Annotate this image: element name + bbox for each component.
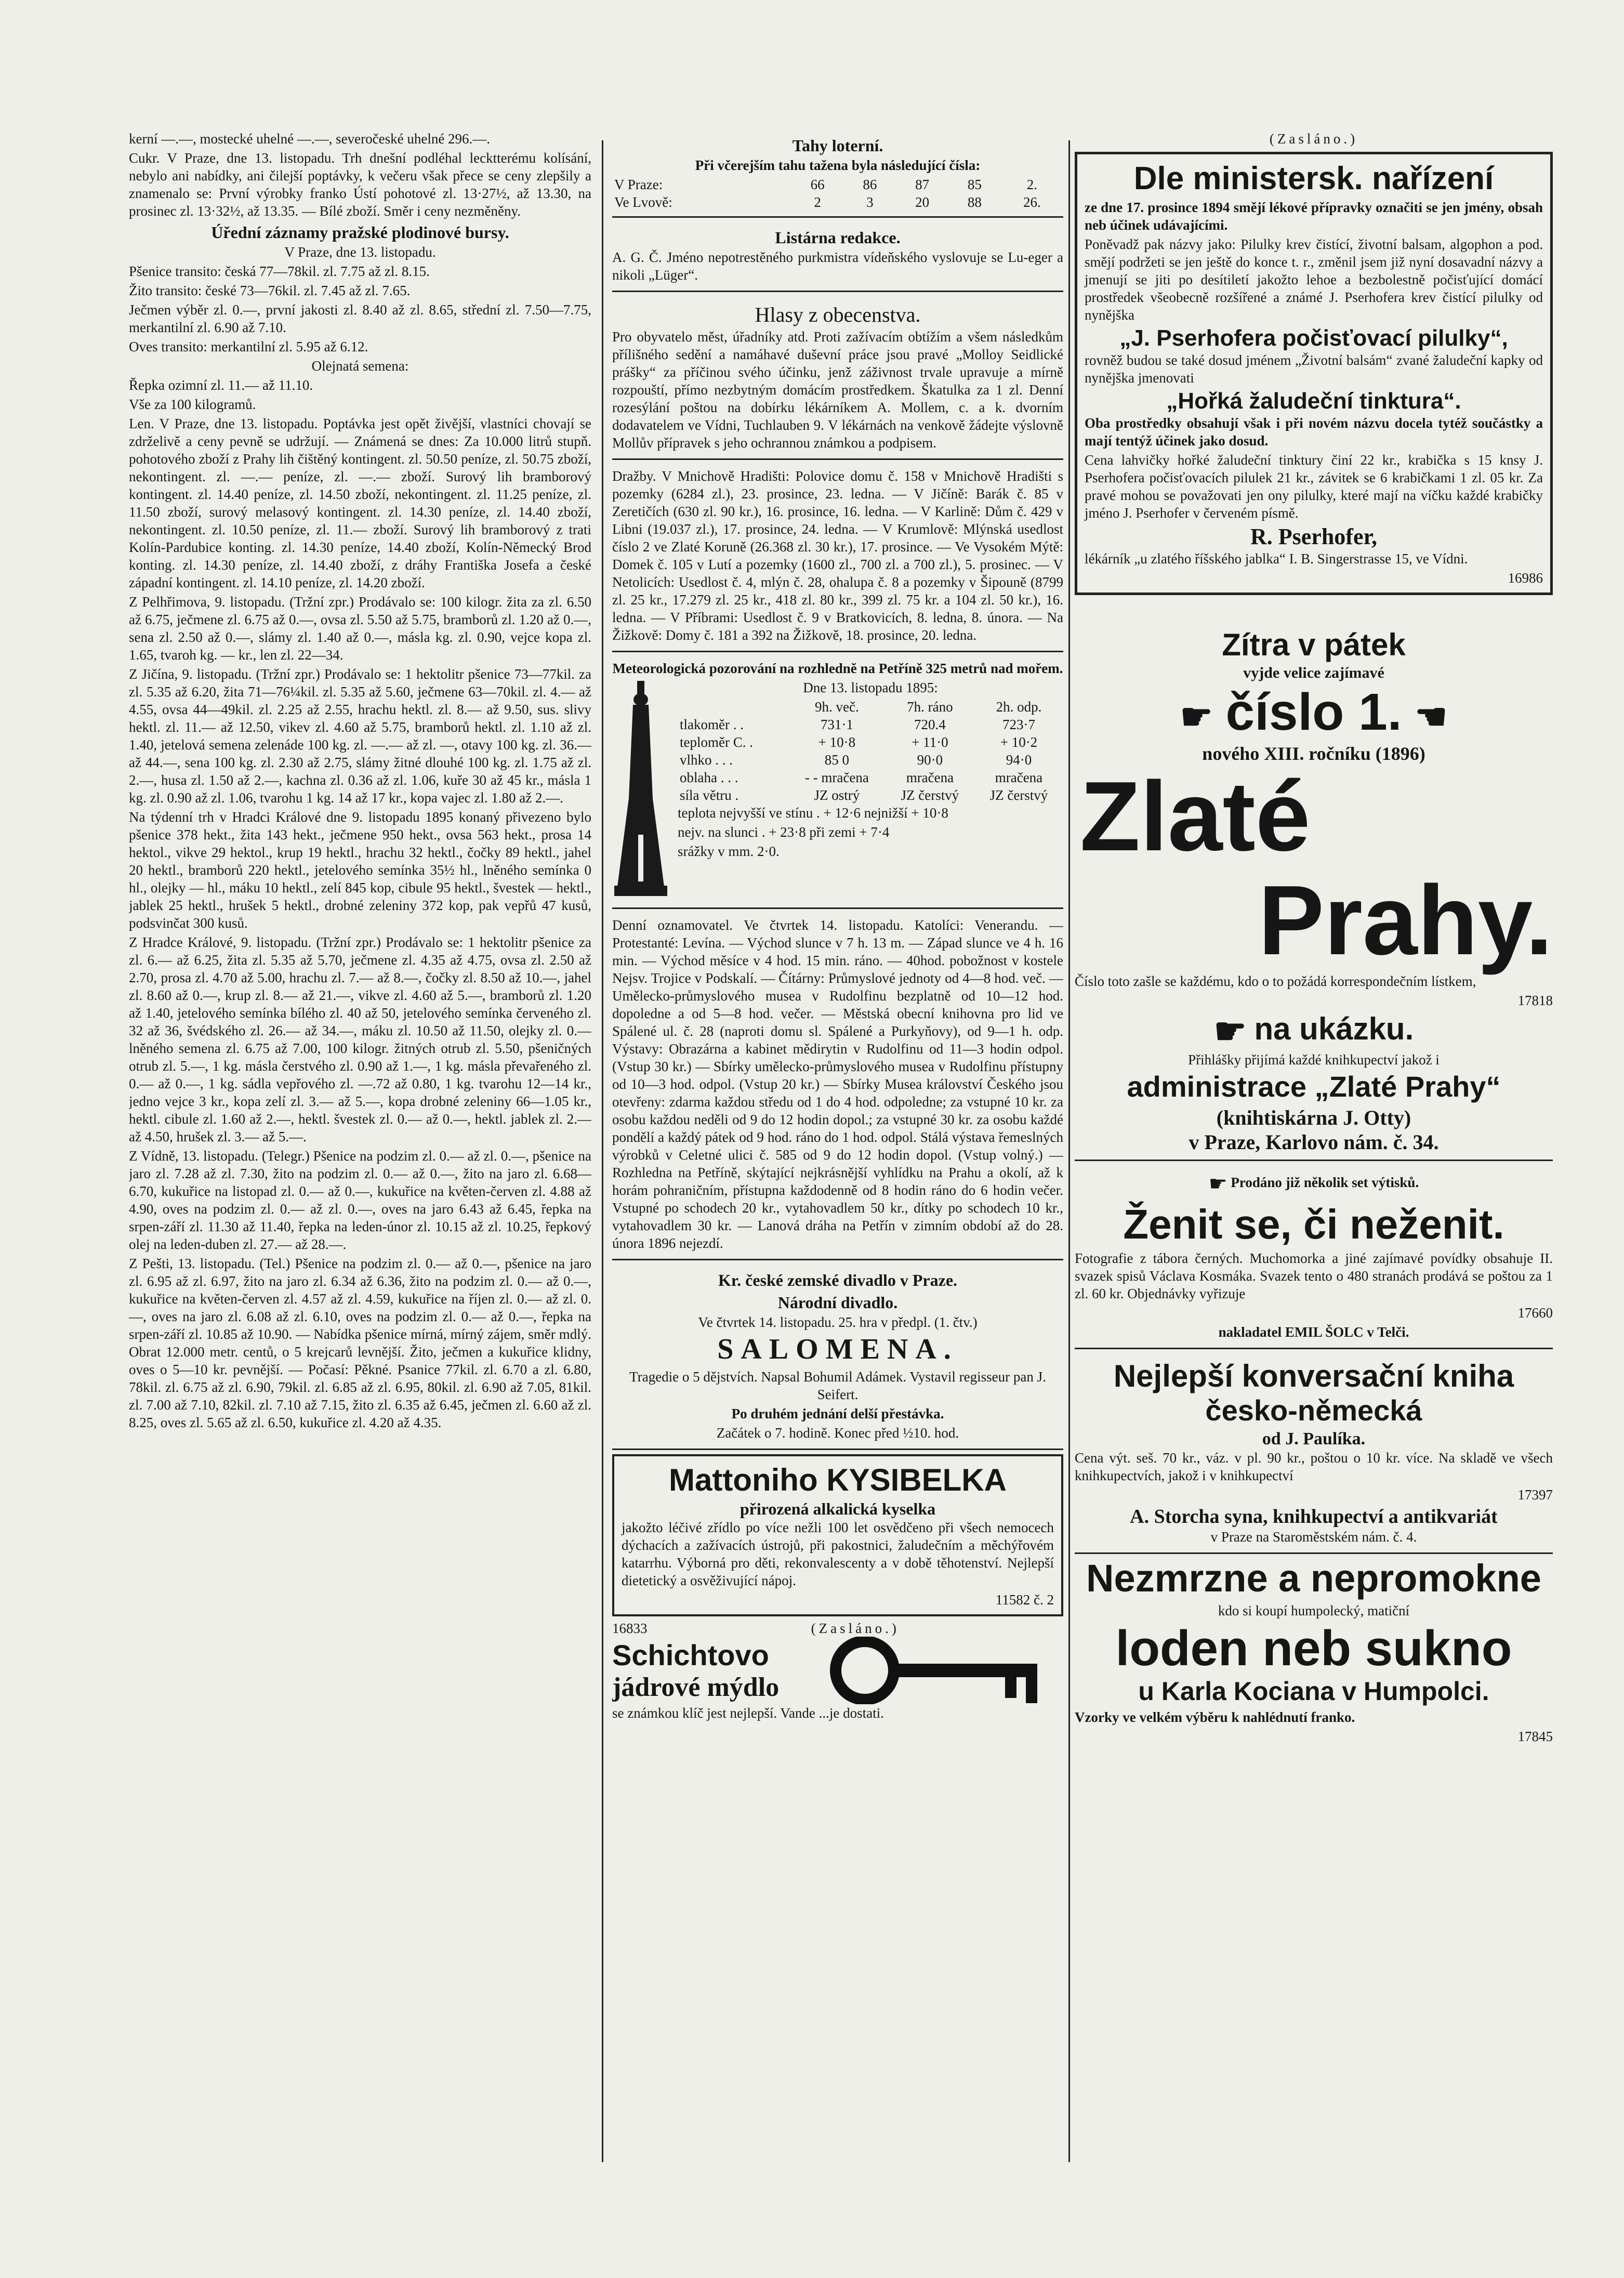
zp-orders: Přihlášky přijímá každé knihkupectví jakož i [1188,1052,1440,1068]
meteo-extra: nejv. na slunci . + 23·8 při zemi + 7·4 [678,824,890,840]
auctions-text: Dražby. V Mnichově Hradišti: Polovice domu č. 158 v Mnichově Hradišti s pozemky (6284 zl.), 23. prosince, 23. ledna. — V Jičíně: Barák č. 85 v Zeretičích (630 zl. 90 kr.), 16. prosince, 16. ledna. — V Karlině: Dům č. 429 v Libni (19.037 zl.), 17. prosince, 24. ledna. — V Krumlově: Mlýnská usedlost číslo 2 ve Zlaté Koruně (26.368 zl. 30 kr.), 17. prosince. — Ve Vysokém Mýtě: Domek č. 105 v Lutí a pozemky (1600 zl., 700 zl. a 700 zl.), 5. prosinec. — V Netolicích: Usedlost č. 4, mlýn č. 28, ohalupa č. 8 a pozemky v Šipouně (8799 zl. 25 kr., 17.279 zl. 25 kr., 418 zl. 80 kr., 399 zl. 75 kr. a 104 zl. 50 kr.), 16. ledna. — V Příbrami: Usedlost č. 9 v Bratkovicích, 8. ledna, 8. února. — Na Žižkově: Domy č. 181 a 392 na Žižkově, 18. prosince, 20. ledna. [612,468,1063,643]
lottery-heading: Tahy loterní. [792,136,883,155]
loden-advert [1075,1558,1553,1745]
advert-code: 17397 [1517,1486,1553,1503]
exchange-line: V Praze, dne 13. listopadu. [284,244,436,260]
daily-notices-text: Denní oznamovatel. Ve čtvrtek 14. listopadu. Katolíci: Venerandu. — Protestanté: Levína. — Východ slunce v 7 h. 13 m. — Západ slunce ve 4 h. 16 min. — Východ měsíce v 4 hod. 15 min. ráno. — 40hod. pobožnost v kostele Nejsv. Trojice v Podskalí. — Čítárny: Průmyslové jednoty od 4—8 hod. več. — Umělecko-průmyslového musea v Rudolfinu bezplatně od 10—12 hod. dopoledne a od 5—8 hod. večer. — Městská obecní knihovna pro lid ve Spálené ul. č. 28 (naproti domu sl. Spálené a Purkyňovy), od 9—1 h. odp. Výstavy: Obrazárna a kabinet mědirytin v Rudolfinu od 11—3 hodin odpol. (Vstup 30 kr.) — Sbírky umělecko-průmyslového musea v Rudolfinu přístupny od 10—3 hod. odpol. (Vstup 20 kr.) — Sbírky Musea království Českého jsou otevřeny: zdarma každou středu od 1 do 4 hod. odpoledne; za vstupné 10 kr. za osobu každou neděli od 9 do 12 hodin dopol.; za vstupné 30 kr. za osobu každé pondělí a každý pátek od 9 hod. ráno do 1 hod. odpol. Stálá výstava řemeslných výrobků v Celetné ulici č. 585 od 9 do 12 hodin dopol. (Vstup volný.) — Rozhledna na Petříně, skýtající nejkrásnější vyhlídku na Prahu a okolí, až k horám pohraničním, přístupna každodenně od 8 hodin ráno do 6 hodin večer. Vstupné po schodech 20 kr., vytahovadlem 50 kr., dítky po schodech 10 kr., vytahovadlem 30 kr. — Lanová dráha na Petřín v zimním období až do 28. února 1896 nejezdí. [612,917,1063,1251]
pserhofer-advert [1075,152,1553,595]
advert-code: 17818 [1517,993,1553,1009]
theatre-play-title: SALOMENA. [717,1333,958,1365]
zp-headline: Zítra v pátek [1222,627,1406,663]
exchange-line: Olejnatá semena: [311,358,409,374]
column-news [612,130,1063,2183]
zenit-title: Ženit se, či neženit. [1123,1201,1504,1248]
meteo-label: vlhko . . . [680,752,733,768]
advert-code: 16986 [1508,570,1543,586]
meteo-label: oblaha . . . [680,770,738,785]
editorial-letters-section [612,222,1063,292]
lottery-number: 86 [863,177,877,192]
meteo-value: - - mračena [804,770,869,785]
theatre-note: Po druhém jednání delší přestávka. [731,1405,944,1421]
lottery-number: 2. [1026,177,1037,192]
meteo-table [678,698,1063,804]
exchange-line: Vše za 100 kilogramů. [129,397,256,412]
market-pelhrimov-text: Z Pelhřimova, 9. listopadu. (Tržní zpr.) Prodávalo se: 100 kilogr. žita za zl. 6.50 až 6.75, ječmene zl. 6.75 až 0.—, ovsa zl. 5.50 až 5.75, bramborů zl. 1.20 až 0.—, sena zl. 2.50 až 0.—, slámy zl. 1.40 až 0.—, másla kg. zl. 0.90, vejce kopa zl. 1.65, tvaroh kg. — kr., len zl. 22—34. [129,594,591,663]
market-coal-text: kerní —.—, mostecké uhelné —.—, severočeské uhelné 296.—. [129,131,491,147]
public-voices-text: Pro obyvatelo měst, úřadníky atd. Proti zažívacím obtížím a všem následkům přílišného sedění a namáhavé duševní práce jsou pravé „Molloy Seidlické prášky“ za příčinou svého účinku, jenž záživnost trvale upravuje a mírně rozpouští, přímo nezbytným domácím prostředkem. Škatulka za 1 zl. Denní rozesýlání poštou na dobírku lékárníkem A. Mollem, c. a k. dvorním dodavatelem ve Vídni, Tuchlauben 9. V lékárnách na venkově žádejte výslovně Mollův přípravek s jeho ochrannou známkou a podpisem. [612,329,1063,451]
dictionary-title: Nejlepší konversační kniha [1113,1359,1514,1394]
zenit-text: Fotografie z tábora černých. Muchomorka a jiné zajímavé povídky obsahuje II. svazek spisů Václava Kosmáka. Svazek tento o 480 stranách prodává se poštou za 1 zl. 60 kr. Objednávky vyřizuje [1075,1250,1553,1302]
public-voices-heading: Hlasy z obecenstva. [755,303,921,326]
exchange-line: Oves transito: merkantilní zl. 5.95 až 6.12. [129,339,368,354]
pserhofer-brand: „J. Pserhofera počisťovací pilulky“, [1119,325,1508,351]
loden-samples: Vzorky ve velkém výběru k nahlédnutí franko. [1075,1709,1355,1725]
pointing-hand-icon: ☛ [1213,1012,1247,1052]
theatre-date: Ve čtvrtek 14. listopadu. 25. hra v předpl. (1. čtv.) [698,1314,978,1330]
mattoni-advert [612,1454,1063,1616]
pserhofer-text: Poněvadž pak názvy jako: Pilulky krev čistící, životní balsam, algophon a pod. smějí podržeti se jen ještě do konce t. r., změnil jsem již nyní dosavadní názvy a jmenují se jiti po desítiletí jakožto lehoe a bezbolestně počisťující domácí prostředek všeobecně rozšířené a známé J. Pserhofera krev čistící pilulky od nynějška [1085,236,1543,323]
column-adverts [1075,130,1553,2183]
mattoni-text: jakožto léčivé zřídlo po více nežli 100 let osvědčeno při všech nemocech dýchacích a zažívacích ústrojů, při pakostnici, žaludečním a měchýřovém katarrhu. Výborná pro děti, rekonvalescenty a v době těhotenství. Nejlepší dietetický a osvěživující nápoj. [622,1519,1054,1588]
editorial-letters-heading: Listárna redakce. [775,228,901,247]
zp-title-prahy: Prahy. [1258,865,1553,976]
lottery-subtitle: Při včerejším tahu tažena byla následující čísla: [695,157,981,173]
meteo-value: mračena [995,770,1043,785]
zlata-praha-advert [1075,599,1553,1161]
mattoni-code: 11582 č. 2 [995,1591,1054,1608]
exchange-records-heading: Úřední záznamy pražské plodinové bursy. [211,223,509,242]
market-spirit-text: Len. V Praze, dne 13. listopadu. Poptávka jest opět živější, vlastníci chovají se zdrželivě a ceny pevně se udržují. — Známená se dnes: Za 10.000 litrů stupň. pohotového zboží z Prahy lih čištěný kontingent. zl. 50.50 peníze, zl. 50.75 zboží, nekontingent. zl. —.— peníze, zl. —.— zboží. Surový lih bramborový kontingent. zl. 14.40 peníze, zl. 14.50 zboží, nekontingent. zl. 11.25 peníze, zl. 11.50 zboží, surový melasový kontingent. zl. 14.30 peníze, zl. 14.40 zboží, nekontingent. zl. 10.50 peníze, zl. 11.— zboží. Surový lih bramborový z trati Kolín-Pardubice konting. zl. 14.30 peníze, 14.40 zboží, Kolín-Německý Brod konting. zl. 14.30 peníze, zl. 14.40 zboží, z dráhy Františka Josefa a české západní kontingent. zl. 14.10 peníze, zl. 14.20 zboží. [129,416,591,590]
meteo-date: Dne 13. listopadu 1895: [803,680,938,695]
theatre-subheading: Národní divadlo. [777,1293,898,1312]
exchange-line: Ječmen výběr zl. 0.—, první jakosti zl. 8.40 až zl. 8.65, střední zl. 7.50—7.75, merkantilní zl. 6.90 až 7.10. [129,302,591,335]
market-pest-text: Z Pešti, 13. listopadu. (Tel.) Pšenice na podzim zl. 0.— až 0.—, pšenice na jaro zl. 6.95 až zl. 6.97, žito na jaro zl. 6.34 až 6.36, žito na podzim zl. 0.— až 0.—, kukuřice na květen-červen zl. 4.57 až zl. 4.59, kukuřice na říjen zl. 0.— až zl. 0.—, oves na jaro zl. 6.08 až zl. 6.10, oves na podzim zl. 0.— až 0.—, řepka na srpen-září zl. 10.85 až 10.90. — Nabídka pšenice mírná, mírný zájem, směr mdlý. Obrat 12.000 metr. centů, o 5 krejcarů levnější. Žito, ječmen a kukuřice klidny, oves o 5—10 kr. pevnější. — Počasí: Pěkné. Psanice 77kil. zl. 6.70 a zl. 6.80, 78kil. zl. 6.75 až zl. 6.90, 79kil. zl. 6.85 až zl. 6.95, 80kil. zl. 6.90 až 7.05, 81kil. zl. 7.00 až 7.10, 82kil. zl. 7.10 až 7.15, žito zl. 6.35 až 6.45, ječmen zl. 6.60 až zl. 8.25, oves zl. 5.65 až zl. 6.50, kukuřice zl. 4.20 až 4.35. [129,1256,591,1430]
meteo-value: JZ ostrý [814,787,860,803]
exchange-line: Žito transito: české 73—76kil. zl. 7.45 až zl. 7.65. [129,283,411,298]
zp-subline: vyjde velice zajímavé [1243,664,1384,682]
column-market-reports [129,130,591,2183]
meteo-value: + 10·8 [818,734,856,750]
table-row [678,751,1063,769]
loden-text: kdo si koupí humpolecký, matiční [1218,1602,1410,1618]
lottery-number: 85 [967,177,982,192]
meteo-label: síla větru . [680,787,739,803]
dictionary-subtitle: česko-německá [1205,1394,1422,1427]
table-row [678,716,1063,733]
lottery-city: V Praze: [614,177,663,192]
auctions-section [612,464,1063,652]
zp-volume: nového XIII. ročníku (1896) [1202,743,1425,765]
zenit-publisher: nakladatel EMIL ŠOLC v Telči. [1218,1324,1409,1340]
zaslano-label: (Zasláno.) [1269,131,1358,147]
table-row [678,769,1063,786]
meteo-value: 723·7 [1002,717,1035,732]
pserhofer-text: rovněž budou se také dosud jménem „Životní balsám“ zvané žaludeční kapky od nynějška jmenovati [1085,352,1543,386]
pserhofer-signature: R. Pserhofer, [1250,524,1377,550]
mattoni-subtitle: přirozená alkalická kyselka [740,1499,936,1518]
advert-code: 16833 [612,1620,648,1636]
zp-address: v Praze, Karlovo nám. č. 34. [1189,1130,1439,1154]
lottery-number: 66 [810,177,825,192]
zp-text: Číslo toto zašle se každému, kdo o to požádá korrespondečním lístkem, [1075,973,1476,990]
theatre-section [612,1265,1063,1450]
pserhofer-text: Cena lahvičky hořké žaludeční tinktury činí 22 kr., krabička s 15 knsy J. Pserhofera počisťovacích pilulek 21 kr., závitek se 6 krabičkami 1 zl. 05 kr. Za pravé mohou se považovati jen ony pilulky, které mají na víčku každé krabičky jméno J. Pserhofer v červeném písmě. [1085,452,1543,521]
meteo-value: 90·0 [917,752,943,768]
theatre-description: Tragedie o 5 dějstvích. Napsal Bohumil Adámek. Vystavil regisseur pan J. Seifert. [629,1368,1046,1402]
daily-notices-section [612,913,1063,1260]
meteo-label: tlakoměr . . [680,717,744,732]
meteo-col-head: 9h. več. [815,699,859,715]
dictionary-author: od J. Paulíka. [1262,1429,1366,1449]
meteo-col-head: 7h. ráno [907,699,953,715]
zenit-sold: Prodáno již několik set výtisků. [1231,1175,1419,1191]
pointing-hand-icon: ☛ [1208,1172,1227,1196]
meteo-value: + 11·0 [912,734,948,750]
pointing-hand-icon: ☚ [1415,697,1448,738]
market-jicin-text: Z Jičína, 9. listopadu. (Tržní zpr.) Prodávalo se: 1 hektolitr pšenice 73—77kil. za zl. 5.35 až 6.20, žita 71—76¼kil. zl. 5.35 až 5.60, ječmene 63—70kil. zl. 4.— až 4.55, ovsa 44—49kil. zl. 2.25 až 2.55, hrachu hektl. zl. 8.— až 9.50, sus. slivy hektl. zl. 11.— až 12.50, vikev zl. 4.60 až 5.75, bramborů hektl. zl. 1.10 až zl. 1.40, jetelová semena zelenáde 100 kg. zl. —.— až zl. —, otavy 100 kg. zl. 36.— až 44.—, sena 100 kg. zl. 2.30 až 2.75, slámy žitné dlouhé 100 kg. zl. 1.75 až zl. 2.—, husa zl. 1.50 až 2.—, kachna zl. 0.36 až zl. 1.06, kuře 30 až 45 kr., másla 1 kg. zl. 0.90 až zl. 1.06, tvarohu 1 kg. 14 až 17 kr., kopa vajec zl. 1.80 až 2.—. [129,666,591,806]
dictionary-address: v Praze na Staroměstském nám. č. 4. [1210,1529,1417,1545]
meteo-value: JZ čerstvý [989,787,1048,803]
market-hradec-weekly-text: Na týdenní trh v Hradci Králové dne 9. listopadu 1895 konaný přivezeno bylo pšenice 378 hekt., žita 143 hekt., ječmene 950 hekt., ovsa 563 hekt., prosa 14 hektol., vikve 29 hektol., krup 19 hektl., hrachu 32 hektl., čočky 89 hektl., jahel 20 hektl., bramborů 220 hektl., jetelového semínka 35½ hl., lněného semínka 0 hl., olejky — hl., máku 10 hektl., zelí 845 kop, cibule 95 hektl., švestek — hektl., jablek 25 hektl., hrušek 5 hektl., drobné zeleniny 372 kop, pak vepřů 47 kusů, podsvinčat 300 kusů. [129,809,591,931]
zp-sample: na ukázku. [1254,1011,1414,1047]
zp-issue: číslo 1. [1225,683,1402,742]
meteo-extra: teplota nejvyšší ve stínu . + 12·6 nejnižší + 10·8 [678,805,948,821]
meteo-value: mračena [906,770,954,785]
theatre-time: Začátek o 7. hodině. Konec před ½10. hod. [716,1425,959,1441]
theatre-heading: Kr. české zemské divadlo v Praze. [718,1271,958,1289]
meteo-value: JZ čerstvý [901,787,959,803]
schichtovo-text: se známkou klíč jest nejlepší. Vande ...je dostati. [612,1705,884,1721]
table-row [678,698,1063,716]
market-hradec-text: Z Hradce Králové, 9. listopadu. (Tržní zpr.) Prodávalo se: 1 hektolitr pšenice za zl. 6.— až 6.25, žita zl. 5.35 až 5.70, ječmene zl. 4.35 až 4.75, ovsa zl. 2.50 až 2.70, prosa zl. 4.70 až 5.00, hrachu zl. 7.— až 8.—, čočky zl. 8.50 až 10.—, jahel zl. 8.60 až 0.—, krup zl. 8.— až 21.—, vikve zl. 4.60 až 5.—, bramborů zl. 1.20 až 1.40, jetelového semínka bílého zl. 40 až 50, jetelového semínka červeného zl. 32 až 36, švédského zl. 26.— až 34.—, máku zl. 10.50 až 11.50, olejky zl. 0.— lněného semena zl. 6.75 až 7.00, 100 kilogr. žitných otrub zl. 5.50, pšeničných otrub zl. 5.—, 1 kg. másla čerstvého zl. 0.90 až 1.—, 1 kg. másla převařeného zl. 0.— až 0.—, 1 kg. sádla vepřového zl. —.72 až 0.80, 1 kg. tvarohu 12—14 kr., jedno vejce 3 kr., kopa zelí zl. 3.— až 5.—, kopa drobné zeleniny 66—1.05 kr., hektl. cibule zl. 1.60 až 2.—, hektl. švestek zl. 0.— až 0.—, hektl. jablek zl. 2.— až 4.50, hrušek zl. 3.— až 5.—. [129,934,591,1144]
advert-code: 17845 [1517,1728,1553,1744]
lottery-city: Ve Lvově: [614,194,672,210]
lottery-number: 26. [1023,194,1041,210]
lottery-number: 3 [866,194,874,210]
lottery-number: 87 [915,177,930,192]
petrin-tower-icon [612,679,669,902]
schichtovo-title: Schichtovo [612,1638,769,1671]
meteo-value: 94·0 [1006,752,1032,768]
table-row [612,193,1063,211]
lottery-number: 88 [967,194,982,210]
dictionary-advert [1075,1353,1553,1554]
advert-code: 17660 [1517,1305,1553,1321]
column-rule [602,140,603,2162]
meteo-value: 85 0 [824,752,849,768]
meteo-col-head: 2h. odp. [996,699,1042,715]
meteo-heading: Meteorologická pozorování na rozhledně na Petříně 325 metrů nad mořem. [612,661,1063,676]
dictionary-text: Cena výt. seš. 70 kr., váz. v pl. 90 kr., poštou o 10 kr. více. Na skladě ve všech knihkupectvích, jakož i v knihkupectví [1075,1450,1553,1483]
loden-seller: u Karla Kociana v Humpolci. [1138,1677,1489,1706]
schichtovo-advert [612,1621,1063,1722]
table-row [678,733,1063,751]
meteo-value: 731·1 [820,717,853,732]
pserhofer-brand: „Hořká žaludeční tinktura“. [1166,388,1461,414]
table-row [678,786,1063,804]
lottery-section [612,130,1063,218]
market-sugar-text: Cukr. V Praze, dne 13. listopadu. Trh dnešní podléhal lecktterému kolísání, nebylo ani nabídky, ani čilejší poptávky, k večeru však přece se ceny zlepšily a znamenalo se: První výrobky franko Ústí pohotové zl. 13·27½, až 13.30, na prosinec zl. 13·32½, až 13.35. — Bílé zboží. Směr i ceny nezměněny. [129,150,591,219]
meteo-value: + 10·2 [1000,734,1038,750]
pointing-hand-icon: ☛ [1180,697,1213,738]
public-voices-section [612,296,1063,460]
lottery-table [612,176,1063,211]
pserhofer-address: lékárník „u zlatého říšského jablka“ I. B. Singerstrasse 15, ve Vídni. [1085,551,1468,567]
zaslano-label: (Zasláno.) [811,1620,900,1636]
table-row [612,176,1063,193]
market-vienna-text: Z Vídně, 13. listopadu. (Telegr.) Pšenice na podzim zl. 0.— až zl. 0.—, pšenice na jaro zl. 7.28 až zl. 7.30, žito na podzim zl. 0.— až 0.—, žito na jaro zl. 6.68—6.70, kukuřice na listopad zl. 0.— až 0.—, kukuřice na květen-červen zl. 4.88 až 4.90, oves na podzim zl. 0.— až zl. 0.—, oves na jaro 6.43 až 6.45, řepka na srpen-září zl. 11.30 až 11.40, řepka na leden-únor zl. 10.15 až zl. 10.25, řepkový olej na leden-duben zl. 27.— až 28.—. [129,1148,591,1252]
meteo-value: 720.4 [914,717,946,732]
zp-printer: (knihtiskárna J. Otty) [1216,1106,1411,1130]
pserhofer-text: ze dne 17. prosince 1894 smějí lékové přípravky označiti se jen jmény, obsah neb účinek udávajícími. [1085,200,1543,233]
pserhofer-title: Dle ministersk. nařízení [1133,161,1494,196]
meteo-label: teploměr C. . [680,734,753,750]
pserhofer-text: Oba prostředky obsahují však i při novém názvu docela tytéž součástky a mají tentýž účinek jako dosud. [1085,415,1543,449]
key-icon [828,1637,1047,1704]
column-rule [1068,140,1070,2162]
lottery-number: 20 [915,194,930,210]
loden-title: loden neb sukno [1115,1620,1512,1676]
meteo-section [612,656,1063,909]
exchange-line: Pšenice transito: česká 77—78kil. zl. 7.75 až zl. 8.15. [129,264,430,279]
mattoni-title: Mattoniho KYSIBELKA [669,1462,1007,1497]
schichtovo-subtitle: jádrové mýdlo [612,1672,780,1702]
dictionary-firm: A. Storcha syna, knihkupectví a antikvariát [1130,1505,1498,1528]
exchange-line: Řepka ozimní zl. 11.— až 11.10. [129,377,313,393]
lottery-number: 2 [814,194,821,210]
loden-headline: Nezmrzne a nepromokne [1086,1556,1541,1600]
zp-administration: administrace „Zlaté Prahy“ [1127,1070,1501,1103]
meteo-extra: srážky v mm. 2·0. [678,844,780,859]
zp-title-zlate: Zlaté [1080,761,1311,872]
editorial-letters-text: A. G. Č. Jméno nepotrestěného purkmistra vídeňského vyslovuje se Lu-eger a nikoli „Lüger“. [612,249,1063,283]
zenit-advert [1075,1165,1553,1349]
